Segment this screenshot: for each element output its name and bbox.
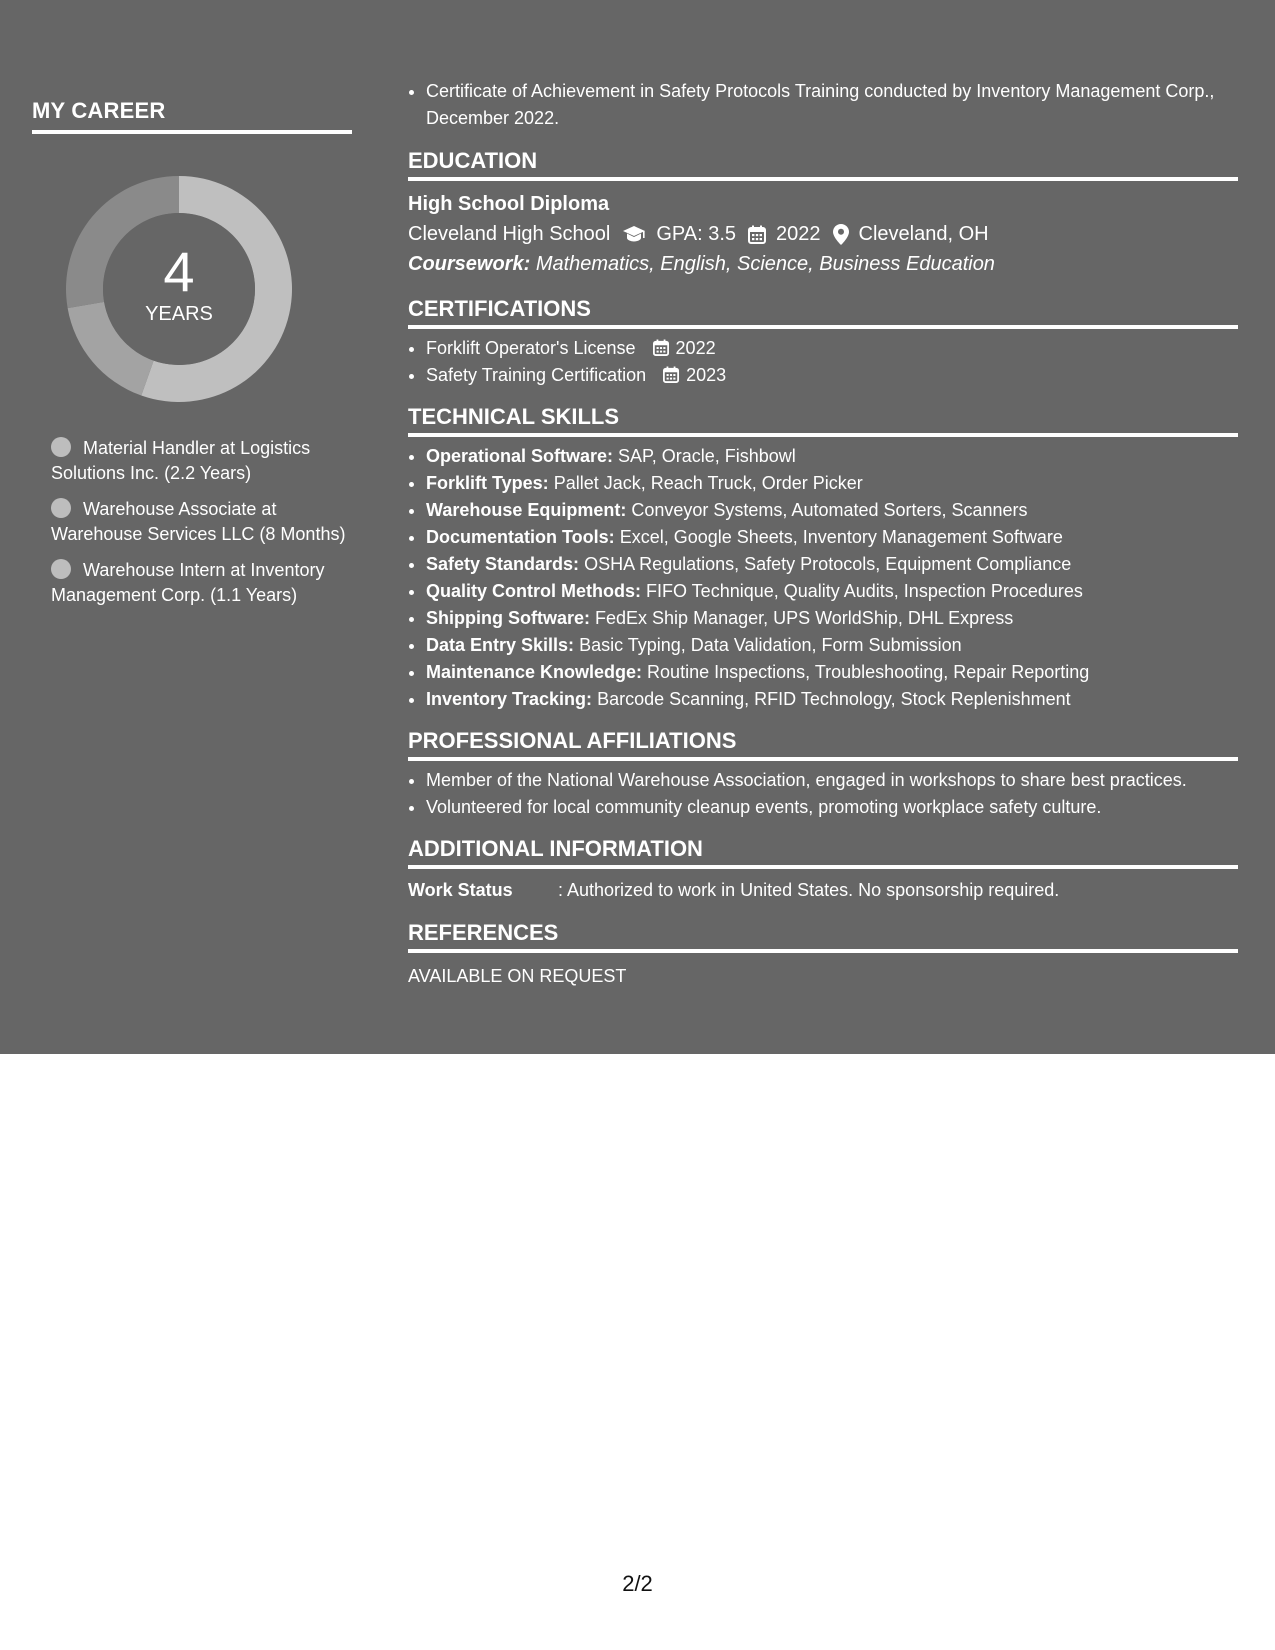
skill-value: SAP, Oracle, Fishbowl — [618, 446, 796, 466]
career-dot-icon — [51, 559, 71, 579]
career-item — [51, 436, 351, 485]
career-dot-icon — [51, 498, 71, 518]
coursework-label: Coursework: — [408, 253, 531, 275]
affiliations-section — [408, 726, 1238, 821]
career-title: MY CAREER — [32, 96, 352, 134]
certifications-list — [408, 335, 1238, 389]
career-item-text: Warehouse Intern at Inventory Management Corp. (1.1 Years) — [51, 560, 325, 605]
edu-details — [408, 219, 1238, 249]
skill-label: Maintenance Knowledge: — [426, 662, 643, 682]
edu-coursework — [408, 249, 1238, 280]
skill-value: Conveyor Systems, Automated Sorters, Scanners — [631, 500, 1028, 520]
skill-item — [426, 605, 1238, 632]
skills-list — [408, 443, 1238, 713]
skill-label: Warehouse Equipment: — [426, 500, 627, 520]
skill-label: Shipping Software: — [426, 608, 590, 628]
references-title: REFERENCES — [408, 918, 1238, 953]
skill-item — [426, 443, 1238, 470]
affiliations-title: PROFESSIONAL AFFILIATIONS — [408, 726, 1238, 761]
training-item: • Certificate of Achievement in Safety Protocols Training conducted by Inventory Management Corp., December 2022. — [426, 78, 1238, 132]
career-item-text: Material Handler at Logistics Solutions Inc. (2.2 Years) — [51, 438, 311, 483]
career-dot-icon — [51, 437, 71, 457]
donut-center — [66, 176, 292, 402]
skills-title: TECHNICAL SKILLS — [408, 402, 1238, 437]
skill-label: Quality Control Methods: — [426, 581, 641, 601]
career-item-text: Warehouse Associate at Warehouse Services LLC (8 Months) — [51, 499, 346, 544]
work-status-row — [408, 877, 1238, 904]
edu-location: Cleveland, OH — [858, 223, 989, 245]
additional-title: ADDITIONAL INFORMATION — [408, 834, 1238, 869]
skill-item — [426, 497, 1238, 524]
skill-value: Routine Inspections, Troubleshooting, Repair Reporting — [647, 662, 1090, 682]
skill-value: Barcode Scanning, RFID Technology, Stock Replenishment — [597, 689, 1071, 709]
skill-item — [426, 578, 1238, 605]
skill-label: Data Entry Skills: — [426, 635, 575, 655]
cert-name: Safety Training Certification — [426, 365, 647, 385]
career-list — [51, 436, 351, 619]
skill-item — [426, 659, 1238, 686]
skill-item — [426, 632, 1238, 659]
references-text: AVAILABLE ON REQUEST — [408, 966, 627, 986]
skill-value: FedEx Ship Manager, UPS WorldShip, DHL Express — [595, 608, 1014, 628]
certifications-title: CERTIFICATIONS — [408, 294, 1238, 329]
cert-year: 2023 — [686, 365, 727, 385]
cert-name: Forklift Operator's License — [426, 338, 636, 358]
skill-item — [426, 686, 1238, 713]
career-donut-chart — [66, 176, 292, 402]
edu-school: Cleveland High School — [408, 223, 611, 245]
coursework-value: Mathematics, English, Science, Business Education — [535, 253, 995, 275]
edu-degree: High School Diploma — [408, 193, 610, 215]
main-column — [408, 78, 1238, 990]
affiliation-item: • Member of the National Warehouse Association, engaged in workshops to share best practices. — [426, 767, 1238, 794]
skill-label: Safety Standards: — [426, 554, 580, 574]
references-section — [408, 918, 1238, 990]
skill-label: Forklift Types: — [426, 473, 549, 493]
career-item — [51, 558, 351, 607]
work-status-label: Work Status — [408, 880, 513, 900]
certification-item — [426, 362, 1238, 389]
skill-value: Pallet Jack, Reach Truck, Order Picker — [553, 473, 863, 493]
skill-value: FIFO Technique, Quality Audits, Inspection Procedures — [646, 581, 1083, 601]
education-section — [408, 146, 1238, 280]
skill-value: OSHA Regulations, Safety Protocols, Equipment Compliance — [584, 554, 1072, 574]
graduation-cap-icon — [622, 225, 646, 243]
skill-label: Inventory Tracking: — [426, 689, 593, 709]
skill-value: Excel, Google Sheets, Inventory Management Software — [619, 527, 1063, 547]
career-sidebar — [32, 96, 352, 605]
affiliations-list — [408, 767, 1238, 821]
career-item — [51, 497, 351, 546]
certification-item — [426, 335, 1238, 362]
location-pin-icon — [833, 224, 849, 245]
skill-label: Operational Software: — [426, 446, 614, 466]
skill-value: Basic Typing, Data Validation, Form Submission — [579, 635, 962, 655]
skills-section — [408, 402, 1238, 713]
calendar-icon — [653, 339, 669, 356]
edu-year: 2022 — [776, 223, 821, 245]
donut-years-number: 4 — [163, 240, 195, 303]
edu-gpa: GPA: 3.5 — [656, 223, 737, 245]
donut-years-label: YEARS — [145, 303, 213, 325]
work-status-value: : Authorized to work in United States. No sponsorship required. — [558, 880, 1060, 900]
skill-item — [426, 470, 1238, 497]
affiliation-item: • Volunteered for local community cleanup events, promoting workplace safety culture. — [426, 794, 1238, 821]
cert-year: 2022 — [675, 338, 716, 358]
skill-item — [426, 524, 1238, 551]
additional-section — [408, 834, 1238, 904]
education-title: EDUCATION — [408, 146, 1238, 181]
certifications-section — [408, 294, 1238, 389]
page-number: 2/2 — [622, 1571, 653, 1596]
skill-label: Documentation Tools: — [426, 527, 615, 547]
training-list — [408, 78, 1238, 132]
calendar-icon — [748, 225, 766, 244]
calendar-icon — [663, 366, 679, 383]
skill-item — [426, 551, 1238, 578]
